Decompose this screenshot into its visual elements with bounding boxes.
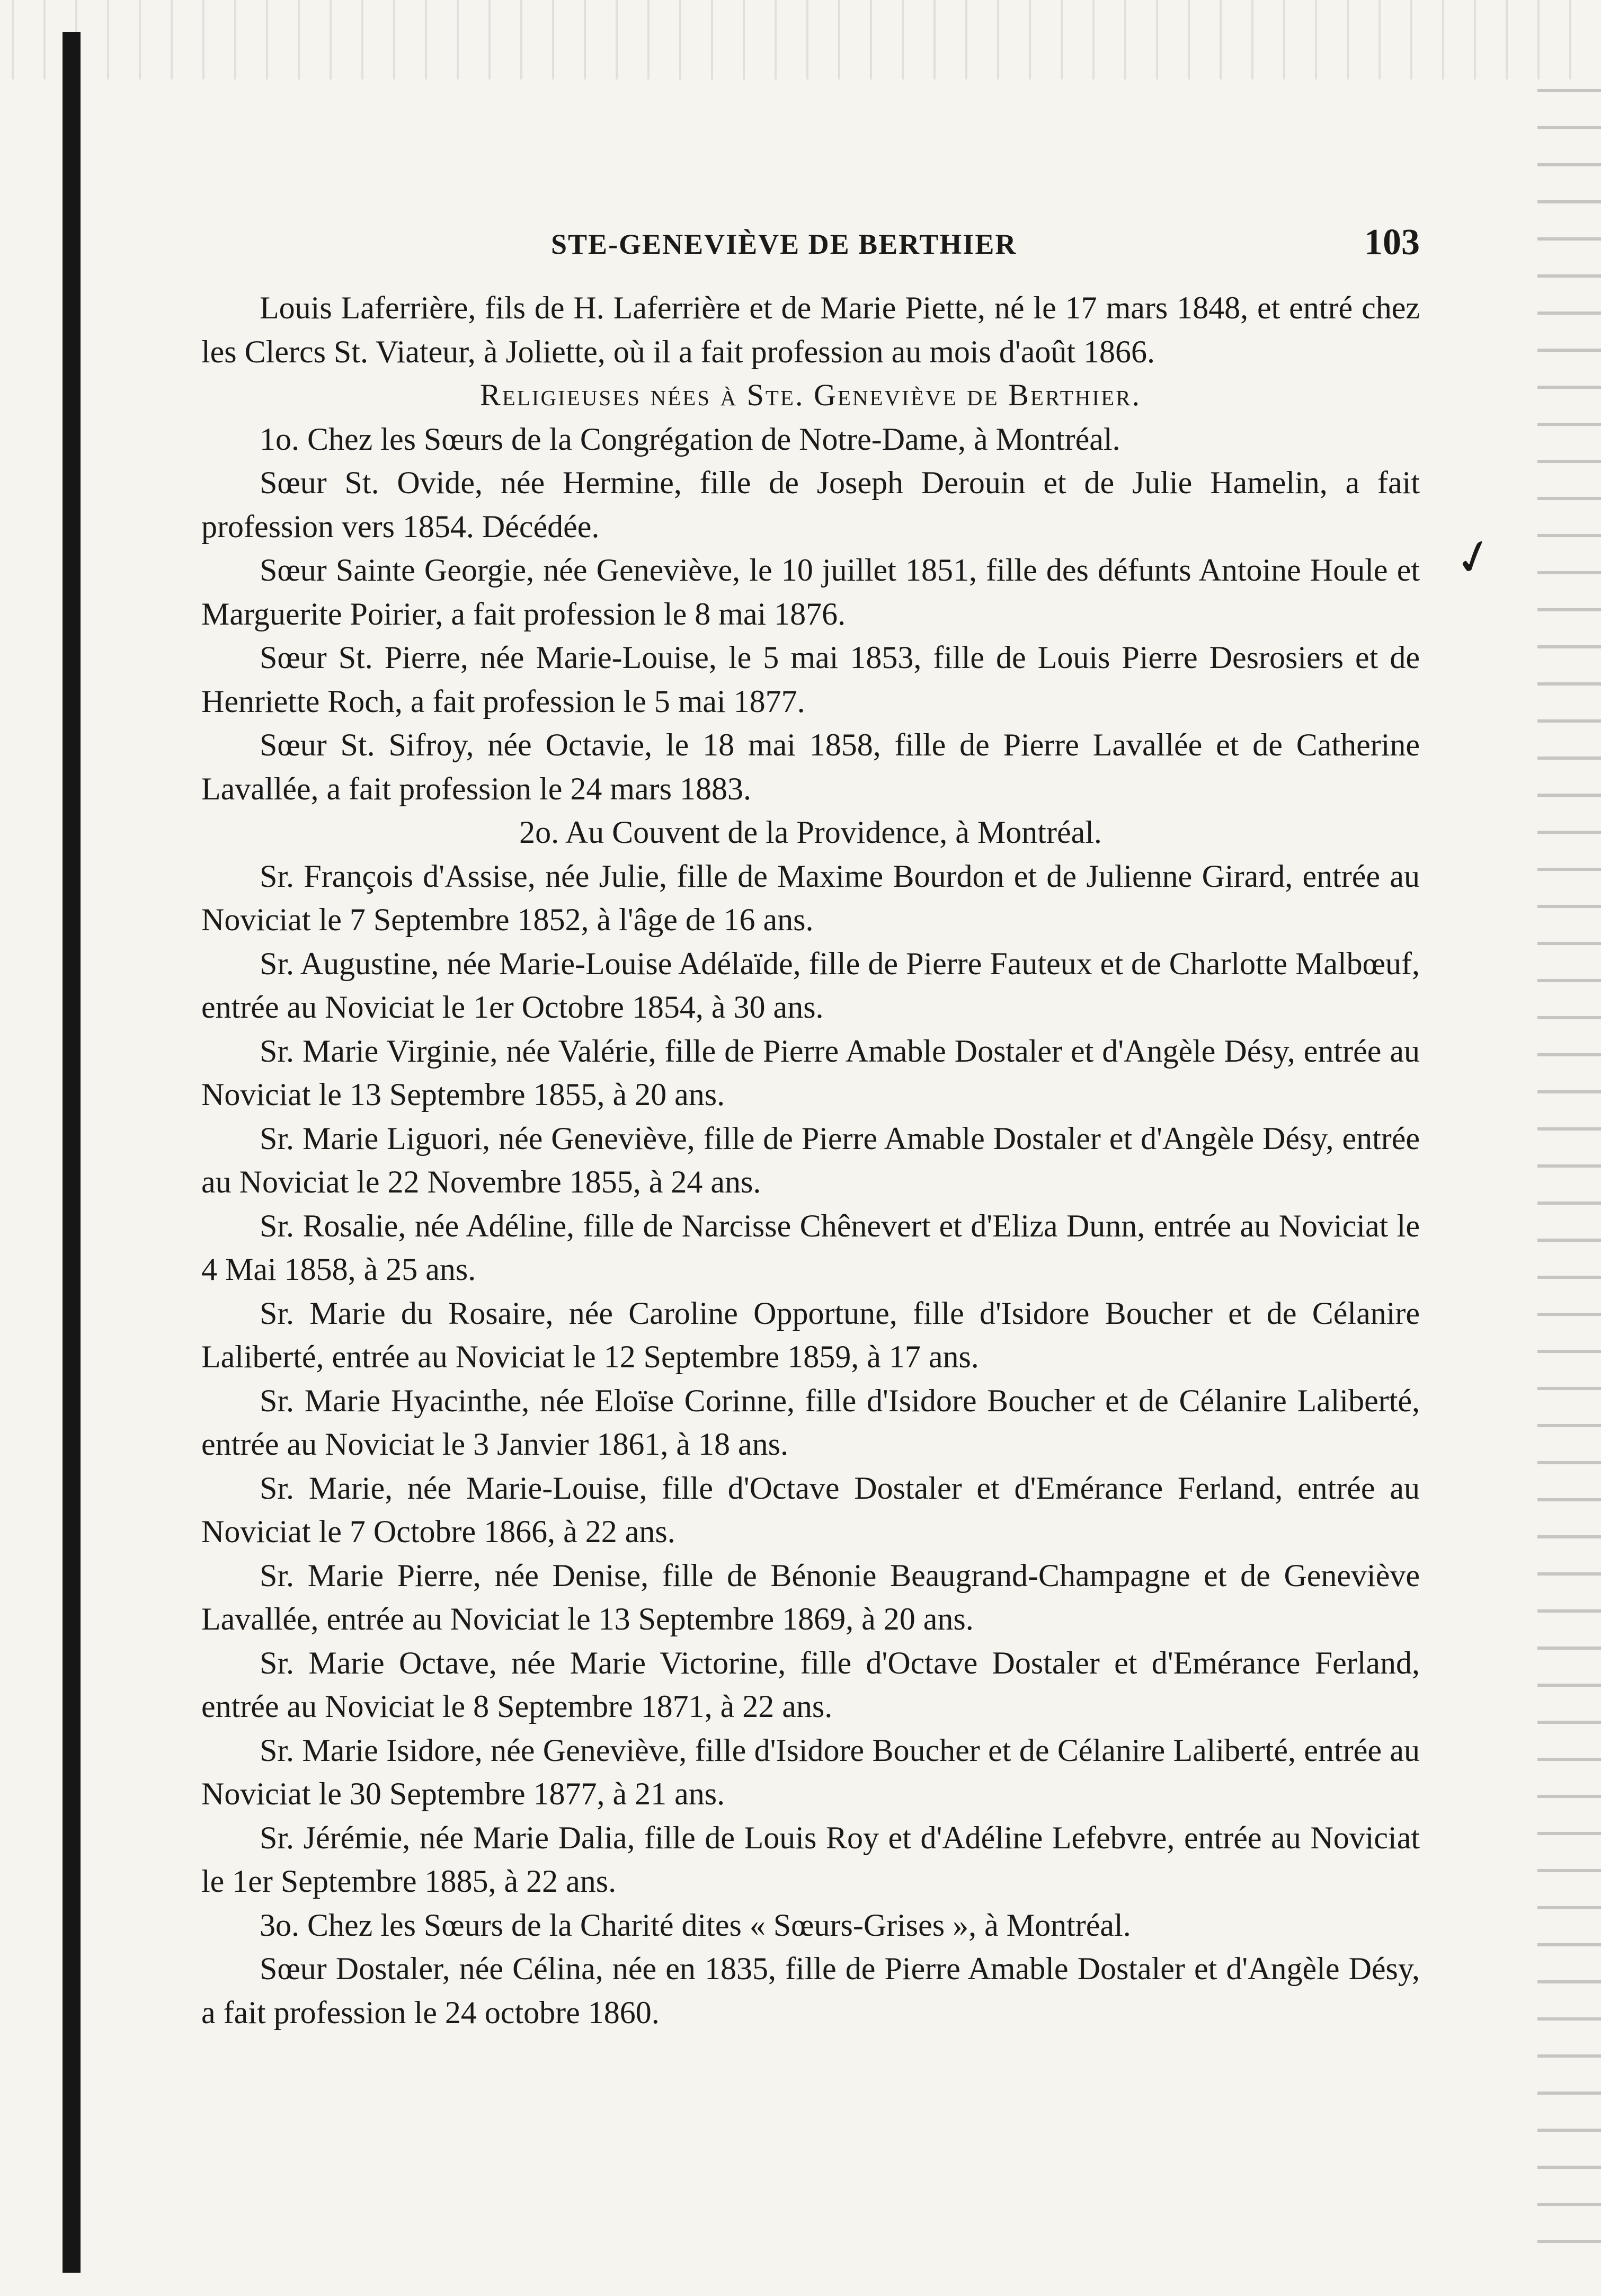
entry: Sr. Marie Pierre, née Denise, fille de Bénonie Beaugrand-Champagne et de Geneviève Lavallée, entrée au Noviciat le 13 Septembre 1869, à 20 ans. [201, 1558, 1420, 1636]
page-number: 103 [1364, 222, 1420, 263]
scan-right-edge-noise [1537, 79, 1601, 2251]
entry: Sr. Marie Virginie, née Valérie, fille de Pierre Amable Dostaler et d'Angèle Désy, entrée au Noviciat le 13 Septembre 1855, à 20 ans. [201, 1033, 1420, 1112]
entry: Sr. Marie Liguori, née Geneviève, fille de Pierre Amable Dostaler et d'Angèle Désy, entrée au Noviciat le 22 Novembre 1855, à 24 ans. [201, 1120, 1420, 1199]
intro-paragraph: Louis Laferrière, fils de H. Laferrière et de Marie Piette, né le 17 mars 1848, et entré chez les Clercs St. Viateur, à Joliette, où il a fait profession au mois d'août 1866. [201, 290, 1420, 369]
entry: Sr. Marie, née Marie-Louise, fille d'Octave Dostaler et d'Emérance Ferland, entrée au Noviciat le 7 Octobre 1866, à 22 ans. [201, 1470, 1420, 1549]
entry: Sœur Sainte Georgie, née Geneviève, le 10 juillet 1851, fille des défunts Antoine Houle et Marguerite Poirier, a fait profession le 8 mai 1876. [201, 553, 1420, 631]
page-body [201, 286, 1420, 2034]
entry: Sr. Jérémie, née Marie Dalia, fille de Louis Roy et d'Adéline Lefebvre, entrée au Noviciat le 1er Septembre 1885, à 22 ans. [201, 1820, 1420, 1899]
page-header [212, 221, 1420, 269]
entry: Sr. François d'Assise, née Julie, fille de Maxime Bourdon et de Julienne Girard, entrée au Noviciat le 7 Septembre 1852, à l'âge de 16 ans. [201, 858, 1420, 937]
section-2-title: 2o. Au Couvent de la Providence, à Montréal. [519, 815, 1102, 850]
entry: Sr. Rosalie, née Adéline, fille de Narcisse Chênevert et d'Eliza Dunn, entrée au Noviciat le 4 Mai 1858, à 25 ans. [201, 1208, 1420, 1287]
scan-top-edge-noise [0, 0, 1601, 79]
entry: Sœur St. Ovide, née Hermine, fille de Joseph Derouin et de Julie Hamelin, a fait profession vers 1854. Décédée. [201, 465, 1420, 544]
handwritten-check-mark: ✓ [1448, 527, 1501, 589]
entry: Sr. Augustine, née Marie-Louise Adélaïde, fille de Pierre Fauteux et de Charlotte Malbœuf, entrée au Noviciat le 1er Octobre 1854, à 30 ans. [201, 946, 1420, 1025]
entry: Sœur St. Sifroy, née Octavie, le 18 mai 1858, fille de Pierre Lavallée et de Catherine Lavallée, a fait profession le 24 mars 1883. [201, 727, 1420, 806]
section-heading: Religieuses nées à Ste. Geneviève de Berthier. [480, 378, 1141, 412]
entry: Sr. Marie Octave, née Marie Victorine, fille d'Octave Dostaler et d'Emérance Ferland, entrée au Noviciat le 8 Septembre 1871, à 22 ans. [201, 1645, 1420, 1724]
section-1-title: 1o. Chez les Sœurs de la Congrégation de Notre-Dame, à Montréal. [260, 421, 1120, 457]
entry: Sr. Marie Hyacinthe, née Eloïse Corinne, fille d'Isidore Boucher et de Célanire Laliberté, entrée au Noviciat le 3 Janvier 1861, à 18 ans. [201, 1383, 1420, 1462]
entry: Sœur St. Pierre, née Marie-Louise, le 5 mai 1853, fille de Louis Pierre Desrosiers et de Henriette Roch, a fait profession le 5 mai 1877. [201, 640, 1420, 719]
entry: Sr. Marie Isidore, née Geneviève, fille d'Isidore Boucher et de Célanire Laliberté, entrée au Noviciat le 30 Septembre 1877, à 21 ans. [201, 1732, 1420, 1811]
entry: Sœur Dostaler, née Célina, née en 1835, fille de Pierre Amable Dostaler et d'Angèle Désy, a fait profession le 24 octobre 1860. [201, 1951, 1420, 2030]
entry: Sr. Marie du Rosaire, née Caroline Opportune, fille d'Isidore Boucher et de Célanire Laliberté, entrée au Noviciat le 12 Septembre 1859, à 17 ans. [201, 1295, 1420, 1374]
running-head: STE-GENEVIÈVE DE BERTHIER [551, 228, 1017, 260]
scan-binding-shadow [63, 32, 81, 2273]
section-3-title: 3o. Chez les Sœurs de la Charité dites « Sœurs-Grises », à Montréal. [260, 1907, 1131, 1943]
